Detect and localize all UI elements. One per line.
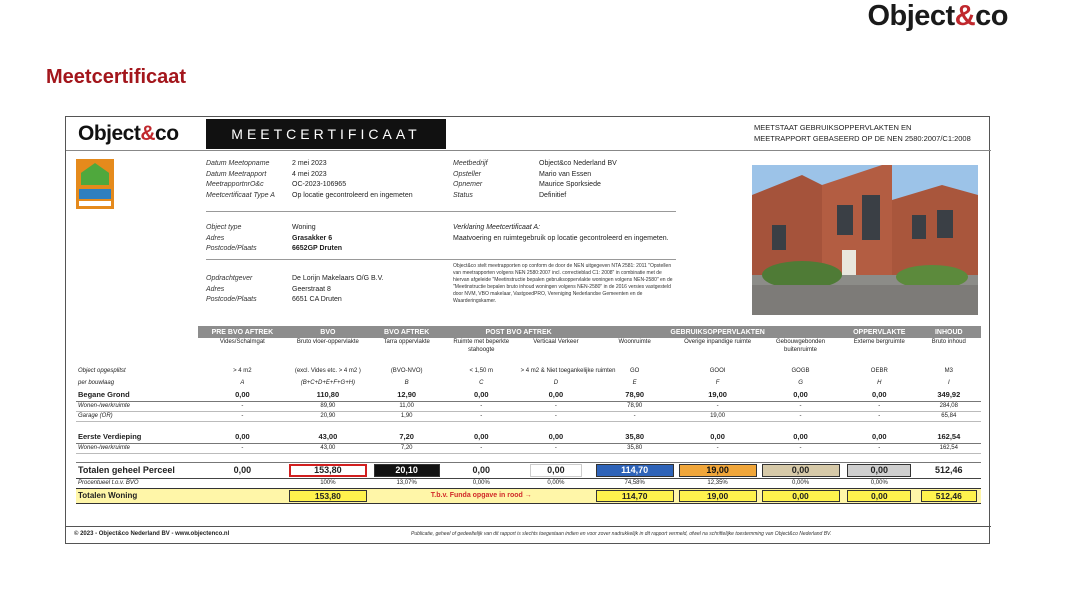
table-letters-row [76, 377, 981, 388]
meta-value: Definitief [539, 191, 567, 199]
total-cell-d [519, 462, 594, 478]
percent-a [198, 478, 286, 488]
header-letters-b: B [404, 379, 409, 386]
header-letters-d: D [553, 379, 559, 386]
cell-b: 12,90 [369, 388, 444, 401]
cell-h: - [842, 443, 917, 453]
total-value-g: 0,00 [762, 464, 840, 477]
cell-b: 7,20 [369, 430, 444, 443]
total-value-b: 20,10 [374, 464, 440, 477]
header-units-d: > 4 m2 & Niet toegankelijke ruimten [520, 368, 616, 374]
doc-subtitle-line-1: MEETSTAAT GEBRUIKSOPPERVLAKTEN EN [754, 123, 912, 132]
brand-amp: & [954, 0, 976, 32]
total-cell-i [917, 462, 981, 478]
cell-a: - [198, 443, 286, 453]
table-desc-row [76, 338, 981, 365]
footer-disclaimer: Publicatie, geheel of gedeeltelijk van dit rapport is slechts toegestaan indien en voor zover nadrukkelijk in dit rapport vermeld, ofwel na schriftelijke toestemming van Object&co Nederland BV. [411, 531, 832, 537]
meta-key: Status [453, 191, 473, 199]
table-units-row [76, 365, 981, 377]
header-desc-c: Ruimte met beperkte stahoogte [453, 339, 510, 353]
total-cell-bvo [286, 462, 369, 478]
cell-c: - [444, 411, 519, 421]
verklaring-title: Verklaring Meetcertificaat A: [453, 224, 541, 231]
cell-c: - [444, 401, 519, 411]
header-units-f: GOOI [709, 368, 726, 374]
cell-g: - [759, 401, 842, 411]
row-label-1: Object opgesplitst [78, 368, 126, 374]
doc-subtitle-line-2: MEETRAPPORT GEBASEERD OP DE NEN 2580:2007/C1:2008 [754, 134, 971, 143]
row-label-2: per bouwlaag [78, 379, 115, 386]
meta-row [206, 180, 413, 191]
cell-c: 0,00 [444, 388, 519, 401]
meta-key: Opdrachtgever [206, 275, 253, 282]
total-value-h: 0,00 [847, 464, 911, 477]
header-units-e: GO [630, 368, 640, 374]
group-pre-bvo: PRE BVO AFTREK [198, 326, 286, 338]
meta-row [453, 180, 617, 191]
certificate-document [65, 116, 990, 544]
total-cell-h [842, 462, 917, 478]
header-units-c: < 1,50 m [469, 368, 494, 374]
meta-key: Postcode/Plaats [206, 245, 257, 252]
woning-inhoud: 512,46 [921, 490, 977, 502]
group-bvo: BVO [286, 326, 369, 338]
cell-i: 65,84 [917, 411, 981, 421]
meta-key: Adres [206, 285, 225, 293]
meta-value: Grasakker 6 [292, 234, 333, 242]
percent-i [917, 478, 981, 488]
header-letters-a: A [240, 379, 245, 386]
meta-right [453, 159, 617, 201]
divider [206, 259, 676, 260]
header-desc-e: Woonruimte [618, 339, 651, 345]
cell-a: 0,00 [198, 430, 286, 443]
doc-brand-text-2: co [155, 122, 179, 145]
cell-e: 78,90 [593, 388, 676, 401]
meta-key: Postcode/Plaats [206, 296, 257, 303]
header-units-b: (BVO-NVO) [390, 368, 423, 374]
header-letters-e: E [632, 379, 637, 386]
total-cell-e [593, 462, 676, 478]
woning-gooi: 19,00 [679, 490, 757, 502]
meta-key: Opnemer [453, 181, 483, 188]
meta-key: Object type [206, 224, 242, 231]
keurmerk-house-icon [76, 159, 114, 209]
percent-bvo: 100% [286, 478, 369, 488]
meta-row [206, 159, 413, 170]
brand-logo [867, 0, 1008, 33]
percent-d: 0,00% [519, 478, 594, 488]
cell-g: 0,00 [759, 388, 842, 401]
meta-key: Meetcertificaat Type A [206, 191, 275, 199]
verklaring [453, 223, 675, 244]
percent-c: 0,00% [444, 478, 519, 488]
group-oppervlakte: OPPERVLAKTE [842, 326, 917, 338]
meta-row [206, 274, 384, 285]
header-desc-f: Overige inpandige ruimte [684, 339, 752, 345]
total-value-bvo: 153,80 [289, 464, 367, 477]
total-cell-f [676, 462, 759, 478]
percent-f: 12,35% [676, 478, 759, 488]
group-post-bvo: POST BVO AFTREK [444, 326, 593, 338]
meta-value: 4 mei 2023 [292, 170, 327, 178]
cell-bvo: 89,90 [286, 401, 369, 411]
cell-c: - [444, 443, 519, 453]
percent-b: 13,07% [369, 478, 444, 488]
meta-row [206, 285, 384, 296]
meta-row [453, 191, 617, 202]
cell-bvo: 20,90 [286, 411, 369, 421]
cell-i: 349,92 [917, 388, 981, 401]
cell-i: 162,54 [917, 430, 981, 443]
cell-bvo: 43,00 [286, 443, 369, 453]
house-photo-image [752, 165, 978, 315]
cell-h: 0,00 [842, 388, 917, 401]
cell-f: 19,00 [676, 411, 759, 421]
doc-brand-logo [78, 122, 179, 146]
doc-subtitle [754, 122, 971, 144]
doc-brand-amp: & [140, 122, 156, 145]
cell-d: - [519, 401, 594, 411]
cell-f: - [676, 401, 759, 411]
header-letters-c: C [479, 379, 484, 386]
total-value-e: 114,70 [596, 464, 674, 477]
cell-e: - [593, 411, 676, 421]
header-units-bvo: (excl. Vides etc. > 4 m2 ) [294, 368, 361, 374]
cell-b: 1,90 [369, 411, 444, 421]
meta-row [453, 159, 617, 170]
row-label: Eerste Verdieping [76, 430, 198, 443]
meta-value: Mario van Essen [539, 170, 592, 178]
table-row [76, 430, 981, 443]
woning-oebr: 0,00 [847, 490, 911, 502]
header-desc-b: Tarra oppervlakte [383, 339, 430, 345]
percent-row [76, 478, 981, 488]
brand-text-2: co [975, 0, 1008, 32]
cell-f: 0,00 [676, 430, 759, 443]
cell-a: 0,00 [198, 388, 286, 401]
cell-g: - [759, 411, 842, 421]
totals-row [76, 462, 981, 478]
meta-row [206, 244, 342, 255]
meta-row [453, 170, 617, 181]
meta-row [206, 295, 384, 306]
nen-note: Object&co stelt meetrapporten op conform de door de NEN uitgegeven NTA 2581: 2011 "Opstellen van meetrapporten volgens NEN 2580:2007 incl. correctieblad C1: 2008" in combinatie met de hiervan afgeleide "Meetinstructie bepalen gebruiksoppervlakte woningen volgens NEN-2580" en de "Meetinstructie bepalen bruto inhoud woningen volgens NEN-2580" in de 2016 versies vastgesteld door NVM, VBO makelaar, VastgoedPRO, Vereniging Nederlandse Gemeenten en de Waarderingskamer. [453, 263, 673, 304]
woning-row [76, 488, 981, 503]
table-group-header [76, 326, 981, 338]
woning-label: Totalen Woning [76, 488, 198, 503]
cell-e: 35,80 [593, 430, 676, 443]
total-cell-b [369, 462, 444, 478]
group-gebruik: GEBRUIKSOPPERVLAKTEN [593, 326, 842, 338]
woning-bvo: 153,80 [289, 490, 367, 502]
table-row [76, 443, 981, 453]
cell-h: - [842, 411, 917, 421]
cell-d: 0,00 [519, 388, 594, 401]
percent-label: Procentueel t.o.v. BVO [76, 478, 198, 488]
cell-g: - [759, 443, 842, 453]
cell-f: - [676, 443, 759, 453]
cell-c: 0,00 [444, 430, 519, 443]
total-value-a: 0,00 [233, 465, 252, 475]
opdrachtgever-info [206, 274, 384, 306]
row-label: Wonen-/werkruimte [76, 443, 198, 453]
woning-go: 114,70 [596, 490, 674, 502]
divider [206, 211, 676, 212]
cell-bvo: 43,00 [286, 430, 369, 443]
cell-b: 7,20 [369, 443, 444, 453]
total-cell-a [198, 462, 286, 478]
percent-e: 74,58% [593, 478, 676, 488]
meta-row [206, 170, 413, 181]
header-desc-g: Gebouwgebonden buitenruimte [776, 339, 826, 353]
header-letters-g: G [798, 379, 803, 386]
meta-value: OC-2023-106965 [292, 181, 347, 188]
header-desc-h: Externe bergruimte [853, 339, 905, 345]
meta-left [206, 159, 413, 201]
brand-text: Object [867, 0, 955, 32]
meta-value: 6651 CA Druten [292, 296, 342, 303]
meta-key: MeetrapportnrO&c [206, 181, 264, 188]
total-value-f: 19,00 [679, 464, 757, 477]
percent-g: 0,00% [759, 478, 842, 488]
woning-gogb: 0,00 [762, 490, 840, 502]
group-inhoud: INHOUD [917, 326, 981, 338]
meta-key: Adres [206, 234, 225, 242]
cell-i: 162,54 [917, 443, 981, 453]
total-cell-g [759, 462, 842, 478]
cell-e: 78,90 [593, 401, 676, 411]
doc-banner: MEETCERTIFICAAT [206, 119, 446, 149]
meta-row [206, 191, 413, 202]
meta-value: Geerstraat 8 [292, 285, 331, 293]
row-label: Garage (OR) [76, 411, 198, 421]
meta-value: Op locatie gecontroleerd en ingemeten [292, 191, 413, 199]
divider [66, 150, 991, 151]
footer-copyright: © 2023 - Object&co Nederland BV - www.objectenco.nl [74, 531, 230, 537]
meta-value: 6652GP Druten [292, 245, 343, 252]
cell-a: - [198, 411, 286, 421]
total-value-c: 0,00 [472, 465, 491, 475]
funda-note: T.b.v. Funda opgave in rood → [369, 488, 593, 503]
meta-value: Woning [292, 224, 316, 231]
cell-d: 0,00 [519, 430, 594, 443]
object-info [206, 223, 342, 255]
header-letters-i: I [947, 379, 950, 386]
header-desc-i: Bruto inhoud [931, 339, 966, 345]
meta-key: Opsteller [453, 170, 482, 178]
total-value-i: 512,46 [935, 465, 963, 475]
row-label: Wonen-/werkruimte [76, 401, 198, 411]
cell-h: 0,00 [842, 430, 917, 443]
cell-e: 35,80 [593, 443, 676, 453]
meta-value: Object&co Nederland BV [539, 160, 617, 167]
totals-label: Totalen geheel Perceel [76, 462, 198, 478]
property-photo [752, 165, 978, 315]
header-letters-h: H [877, 379, 882, 386]
cell-h: - [842, 401, 917, 411]
cell-d: - [519, 411, 594, 421]
verklaring-text: Maatvoering en ruimtegebruik op locatie gecontroleerd en ingemeten. [453, 234, 669, 242]
cell-f: 19,00 [676, 388, 759, 401]
header-units-h: OEBR [870, 368, 888, 374]
total-cell-c [444, 462, 519, 478]
cell-a: - [198, 401, 286, 411]
header-units-i: M3 [944, 368, 953, 374]
meta-key: Datum Meetrapport [206, 170, 267, 178]
header-desc-a: Vides/Schalmgat [219, 339, 265, 345]
table-row [76, 401, 981, 411]
cell-i: 284,08 [917, 401, 981, 411]
total-value-d: 0,00 [530, 464, 582, 477]
cell-g: 0,00 [759, 430, 842, 443]
table-row [76, 388, 981, 401]
doc-brand-text: Object [78, 122, 141, 145]
header-desc-d: Verticaal Verkeer [533, 339, 579, 345]
cell-bvo: 110,80 [286, 388, 369, 401]
cell-d: - [519, 443, 594, 453]
meta-value: 2 mei 2023 [292, 160, 327, 167]
measurement-table [76, 326, 981, 504]
row-label: Begane Grond [76, 388, 198, 401]
group-bvo-aftrek: BVO AFTREK [369, 326, 444, 338]
header-units-a: > 4 m2 [233, 368, 252, 374]
page-title: Meetcertificaat [46, 66, 187, 88]
divider [66, 526, 991, 527]
header-desc-bvo: Bruto vloer-oppervlakte [296, 339, 359, 345]
header-letters-bvo: (B+C+D+E+F+G+H) [300, 379, 356, 386]
header-units-g: GOGB [791, 368, 810, 374]
meta-key: Datum Meetopname [206, 160, 270, 167]
header-letters-f: F [715, 379, 720, 386]
percent-h: 0,00% [842, 478, 917, 488]
cell-b: 11,00 [369, 401, 444, 411]
meta-value: Maurice Sporksiede [539, 181, 601, 188]
table-row [76, 411, 981, 421]
meta-value: De Lorijn Makelaars O/G B.V. [292, 275, 384, 282]
meta-row [206, 234, 342, 245]
meta-key: Meetbedrijf [453, 160, 488, 167]
meta-row [206, 223, 342, 234]
